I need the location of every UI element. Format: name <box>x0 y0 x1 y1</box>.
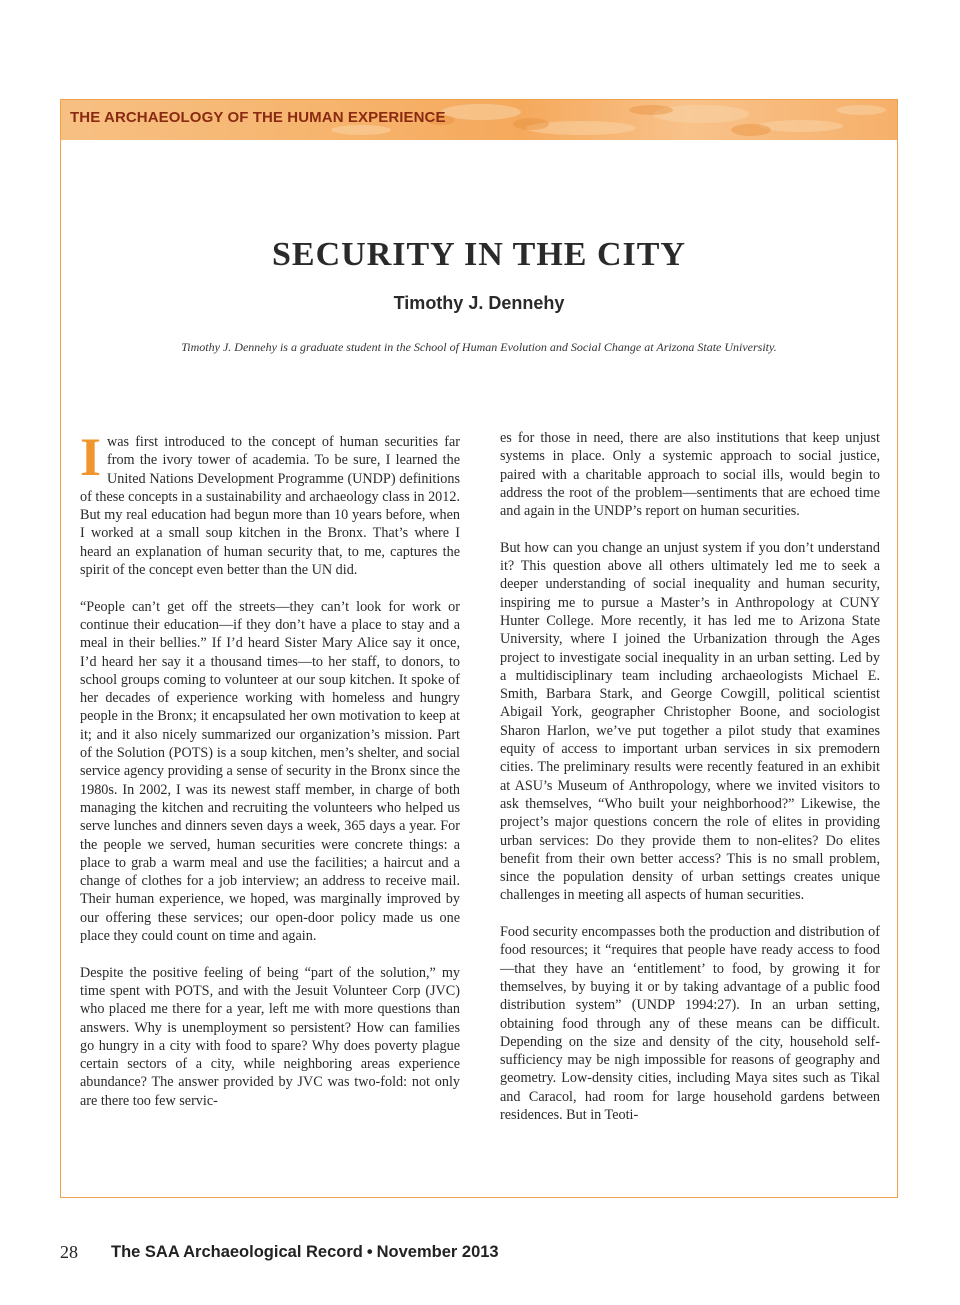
drop-cap: I <box>80 427 102 487</box>
page-number: 28 <box>60 1242 78 1262</box>
paragraph <box>80 427 460 579</box>
journal-name: The SAA Archaeological Record <box>111 1243 363 1261</box>
paragraph: es for those in need, there are also institutions that keep unjust systems in place. Only a systemic approach to social justice, paired with a charitable approach to social ills, would begin to address the root of the problem—sentiments that are echoed time and again in the UNDP’s report on human securities. <box>500 430 880 520</box>
article-title: SECURITY IN THE CITY <box>272 236 686 273</box>
journal-line <box>111 1243 499 1262</box>
paragraph: Despite the positive feeling of being “part of the solution,” my time spent with POTS, and with the Jesuit Volunteer Corp (JVC) who placed me there for a year, left me with more questions than answers. Why is unemployment so persistent? How can families go hungry in a city with food to spare? Why does poverty plague certain sectors of a city, while neighboring areas experience abundance? The answer provided by JVC was two-fold: not only are there too few servic- <box>80 964 460 1109</box>
paragraph: But how can you change an unjust system if you don’t understand it? This question above all others ultimately led me to seek a deeper understanding of social inequality and human security, inspiring me to pursue a Master’s in Anthropology at CUNY Hunter College. More recently, it has led me to Arizona State University, where I joined the Urbanization through the Ages project to investigate social inequality in an urban setting. Led by a multidisciplinary team including archaeologists Michael E. Smith, Barbara Stark, and George Cowgill, political scientist Abigail York, geographer Christopher Boone, and sociologist Sharon Harlon, we’ve put together a pilot study that examines equity of access to important urban services in six premodern cities. The preliminary results were recently featured in an exhibit at ASU’s Museum of Anthropology, where we invited visitors to ask themselves, “Who built your neighborhood?” Likewise, the project’s major questions concern the role of elites in providing urban services: Do they provide them to non-elites? Do elites benefit from their own better access? This is no small problem, since the population density of urban settings creates unique challenges in meeting all aspects of human securities. <box>500 539 880 904</box>
paragraph: “People can’t get off the streets—they can’t look for work or continue their education—if they don’t have a place to stay and a meal in their bellies.” If I’d heard Sister Mary Alice say it once, I’d heard her say it a thousand times—to her staff, to donors, to school groups coming to volunteer at our soup kitchen. It spoke of her decades of experience working with homeless and hungry people in the Bronx; it encapsulated her own motivation to keep at it; and it also nicely summarized our organization’s mission. Part of the Solution (POTS) is a soup kitchen, men’s shelter, and social service agency providing a sense of security in the Bronx since the 1980s. In 2002, I was its newest staff member, in charge of both managing the kitchen and recruiting the volunteers who helped us serve lunches and dinners seven days a week, 365 days a year. For the people we served, human securities were concrete things: a place to grab a warm meal and use the facilities; a haircut and a change of clothes for a job interview; an address to receive mail. Their human experience, we hoped, was marginally improved by our offering these services; our open-door policy made us one place they could count on time and again. <box>80 598 460 945</box>
section-banner <box>61 100 897 140</box>
separator-dot: • <box>366 1243 373 1261</box>
paragraph-text: was first introduced to the concept of human securities far from the ivory tower of academia. To be sure, I learned the United Nations Development Programme (UNDP) definitions of these concepts in a sustainability and archaeology class in 2012. But my real education had begun more than 10 years before, when I worked at a small soup kitchen in the Bronx. That’s where I heard an explanation of human security that, to me, captures the spirit of the concept even better than the UN did. <box>80 434 460 579</box>
banner-title: THE ARCHAEOLOGY OF THE HUMAN EXPERIENCE <box>70 109 446 126</box>
left-column <box>80 427 460 1128</box>
article-author: Timothy J. Dennehy <box>393 293 565 313</box>
issue-date: November 2013 <box>376 1243 499 1261</box>
author-bio: Timothy J. Dennehy is a graduate student in the School of Human Evolution and Social Change at Arizona State University. <box>181 340 777 354</box>
right-column <box>500 429 880 1143</box>
paragraph: Food security encompasses both the production and distribution of food resources; it “requires that people have ready access to food—that they have an ‘entitlement’ to food, by growing it for themselves, by buying it or by taking advantage of a public food distribution system” (UNDP 1994:27). In an urban setting, obtaining food through any of these means can be difficult. Depending on the size and density of the city, household self-sufficiency may be nigh impossible for reasons of geography and geometry. Low-density cities, including Maya sites such as Tikal and Caracol, had room for large household gardens between residences. But in Teoti- <box>500 924 880 1123</box>
article-frame <box>60 99 898 1198</box>
